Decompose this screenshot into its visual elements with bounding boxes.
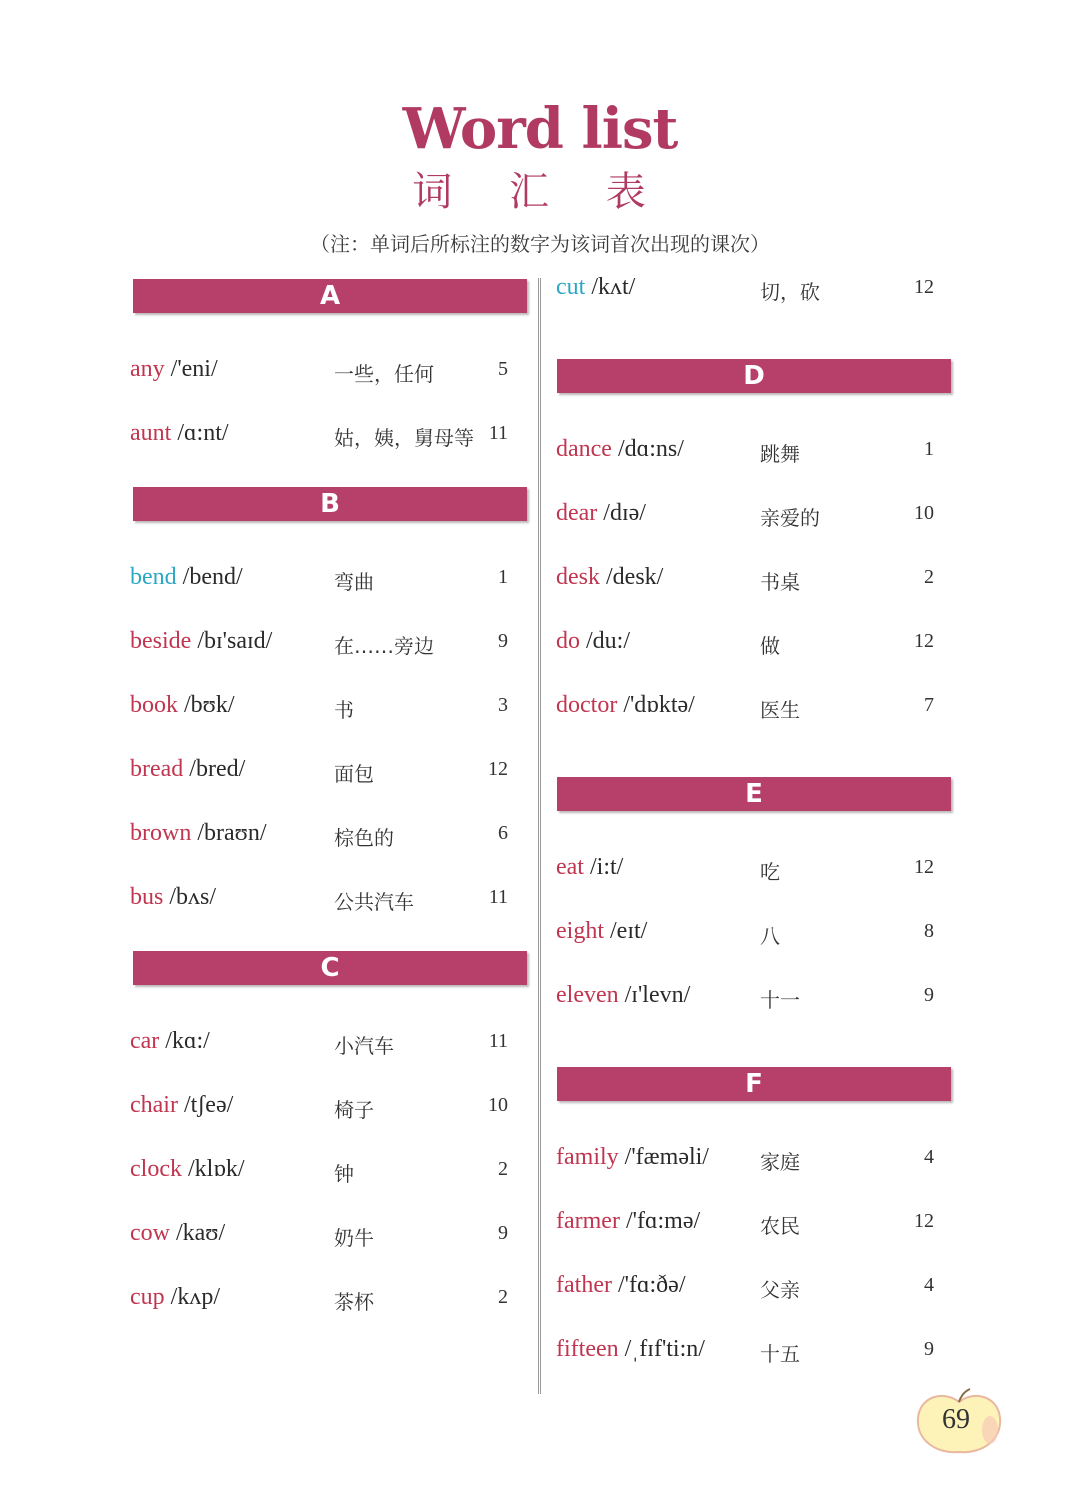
word-entry	[130, 1092, 520, 1132]
word-text	[556, 436, 684, 463]
section-header-a: A	[133, 279, 527, 313]
word-phonetic: /kaʊ/	[175, 1220, 226, 1246]
word-meaning: 钟	[334, 1162, 354, 1186]
lesson-number: 12	[488, 758, 508, 780]
word-text	[130, 1028, 210, 1055]
word-phonetic: /dɑ:ns/	[617, 436, 684, 462]
lesson-number: 9	[924, 984, 934, 1006]
word-english: family	[556, 1144, 619, 1170]
word-english: chair	[130, 1092, 178, 1118]
lesson-number: 1	[924, 438, 934, 460]
lesson-number: 11	[488, 1030, 508, 1052]
section-header-d: D	[557, 359, 951, 393]
word-meaning: 茶杯	[334, 1290, 374, 1314]
word-phonetic: /'eni/	[170, 356, 218, 382]
word-entry	[556, 628, 946, 668]
lesson-number: 9	[498, 1222, 508, 1244]
word-english: bus	[130, 884, 164, 910]
word-phonetic: /bɪ'saɪd/	[197, 628, 273, 654]
word-meaning: 亲爱的	[760, 506, 820, 530]
word-meaning: 农民	[760, 1214, 800, 1238]
word-english: dear	[556, 500, 598, 526]
word-meaning: 书桌	[760, 570, 800, 594]
word-text	[130, 564, 243, 591]
word-meaning: 面包	[334, 762, 374, 786]
word-meaning: 公共汽车	[334, 890, 414, 914]
word-meaning: 十一	[760, 988, 800, 1012]
word-english: desk	[556, 564, 600, 590]
word-english: beside	[130, 628, 192, 654]
word-text	[130, 820, 266, 847]
word-entry	[130, 356, 520, 396]
section-header-c: C	[133, 951, 527, 985]
word-text	[556, 1272, 686, 1299]
word-entry	[556, 564, 946, 604]
word-meaning: 棕色的	[334, 826, 394, 850]
lesson-number: 12	[914, 856, 934, 878]
lesson-number: 4	[924, 1274, 934, 1296]
word-text	[556, 982, 690, 1009]
word-entry	[556, 1336, 946, 1376]
word-english: father	[556, 1272, 612, 1298]
word-meaning: 一些，任何	[334, 362, 434, 386]
page-subtitle: 词 汇 表	[412, 169, 668, 215]
word-meaning: 跳舞	[760, 442, 800, 466]
page-number: 69	[942, 1404, 970, 1435]
column-divider	[538, 278, 541, 1394]
word-phonetic: /kɑ:/	[165, 1028, 210, 1054]
word-meaning: 小汽车	[334, 1034, 394, 1058]
word-meaning: 椅子	[334, 1098, 374, 1122]
word-entry	[556, 918, 946, 958]
word-phonetic: /bred/	[189, 756, 246, 782]
word-text	[130, 692, 235, 719]
word-phonetic: /bend/	[182, 564, 243, 590]
word-text	[556, 500, 646, 527]
word-english: book	[130, 692, 178, 718]
word-entry	[556, 1144, 946, 1184]
word-phonetic: /kʌp/	[170, 1284, 220, 1310]
word-text	[556, 274, 635, 301]
word-entry	[130, 564, 520, 604]
word-text	[556, 1144, 709, 1171]
word-english: bread	[130, 756, 184, 782]
word-text	[130, 420, 229, 447]
word-entry	[130, 884, 520, 924]
lesson-number: 6	[498, 822, 508, 844]
word-phonetic: /ɪ'levn/	[624, 982, 691, 1008]
word-entry	[556, 854, 946, 894]
word-english: dance	[556, 436, 612, 462]
word-entry	[556, 274, 946, 314]
word-english: farmer	[556, 1208, 620, 1234]
word-english: doctor	[556, 692, 618, 718]
word-text	[556, 692, 695, 719]
word-english: cow	[130, 1220, 170, 1246]
word-english: any	[130, 356, 165, 382]
word-phonetic: /kʌt/	[591, 274, 636, 300]
lesson-number: 7	[924, 694, 934, 716]
word-meaning: 在……旁边	[334, 634, 434, 658]
word-meaning: 弯曲	[334, 570, 374, 594]
word-entry	[130, 1220, 520, 1260]
word-entry	[556, 436, 946, 476]
word-phonetic: /braʊn/	[197, 820, 267, 846]
lesson-number: 2	[498, 1158, 508, 1180]
lesson-number: 12	[914, 630, 934, 652]
section-header-b: B	[133, 487, 527, 521]
word-meaning: 吃	[760, 860, 780, 884]
word-text	[130, 756, 245, 783]
word-entry	[130, 756, 520, 796]
word-text	[130, 1092, 233, 1119]
word-text	[130, 884, 216, 911]
word-meaning: 做	[760, 634, 780, 658]
word-phonetic: /ɑ:nt/	[177, 420, 229, 446]
word-english: cut	[556, 274, 586, 300]
page-title: Word list	[402, 96, 678, 162]
word-text	[556, 564, 663, 591]
word-meaning: 切，砍	[760, 280, 820, 304]
lesson-number: 2	[924, 566, 934, 588]
word-phonetic: /dɪə/	[603, 500, 646, 526]
section-header-f: F	[557, 1067, 951, 1101]
word-entry	[130, 820, 520, 860]
word-meaning: 书	[334, 698, 354, 722]
word-meaning: 奶牛	[334, 1226, 374, 1250]
word-entry	[556, 500, 946, 540]
word-text	[130, 1284, 220, 1311]
word-entry	[556, 1272, 946, 1312]
word-text	[130, 356, 218, 383]
word-meaning: 八	[760, 924, 780, 948]
word-entry	[130, 1156, 520, 1196]
word-text	[556, 854, 623, 881]
lesson-number: 11	[488, 422, 508, 444]
word-phonetic: /klɒk/	[187, 1156, 245, 1182]
word-phonetic: /tʃeə/	[183, 1092, 234, 1118]
word-entry	[556, 982, 946, 1022]
word-entry	[130, 1284, 520, 1324]
word-meaning: 父亲	[760, 1278, 800, 1302]
word-entry	[130, 1028, 520, 1068]
lesson-number: 1	[498, 566, 508, 588]
word-phonetic: /'fɑ:mə/	[625, 1208, 701, 1234]
lesson-number: 12	[914, 1210, 934, 1232]
word-text	[556, 1336, 705, 1363]
word-english: clock	[130, 1156, 182, 1182]
lesson-number: 10	[488, 1094, 508, 1116]
word-entry	[130, 692, 520, 732]
page-note: （注：单词后所标注的数字为该词首次出现的课次）	[310, 234, 770, 256]
word-english: aunt	[130, 420, 172, 446]
word-meaning: 医生	[760, 698, 800, 722]
lesson-number: 2	[498, 1286, 508, 1308]
word-text	[556, 628, 630, 655]
lesson-number: 4	[924, 1146, 934, 1168]
lesson-number: 10	[914, 502, 934, 524]
word-phonetic: /'dɒktə/	[623, 692, 695, 718]
word-entry	[556, 692, 946, 732]
word-english: eleven	[556, 982, 619, 1008]
lesson-number: 8	[924, 920, 934, 942]
word-entry	[130, 628, 520, 668]
lesson-number: 5	[498, 358, 508, 380]
word-meaning: 十五	[760, 1342, 800, 1366]
word-phonetic: /bʊk/	[184, 692, 235, 718]
lesson-number: 3	[498, 694, 508, 716]
word-english: fifteen	[556, 1336, 619, 1362]
word-english: eat	[556, 854, 584, 880]
lesson-number: 9	[924, 1338, 934, 1360]
word-entry	[556, 1208, 946, 1248]
word-text	[556, 1208, 700, 1235]
word-phonetic: /'fæməli/	[624, 1144, 709, 1170]
lesson-number: 9	[498, 630, 508, 652]
word-phonetic: /ˌfɪf'ti:n/	[624, 1336, 705, 1362]
word-phonetic: /du:/	[586, 628, 631, 654]
word-meaning: 家庭	[760, 1150, 800, 1174]
word-phonetic: /desk/	[606, 564, 664, 590]
word-phonetic: /i:t/	[589, 854, 624, 880]
word-meaning: 姑，姨，舅母等	[334, 426, 474, 450]
word-phonetic: /'fɑ:ðə/	[617, 1272, 686, 1298]
section-header-e: E	[557, 777, 951, 811]
word-entry	[130, 420, 520, 460]
word-phonetic: /eɪt/	[610, 918, 648, 944]
word-english: car	[130, 1028, 160, 1054]
word-english: bend	[130, 564, 177, 590]
word-text	[556, 918, 647, 945]
word-english: cup	[130, 1284, 165, 1310]
word-text	[130, 1156, 245, 1183]
word-text	[130, 1220, 225, 1247]
word-english: do	[556, 628, 580, 654]
word-english: brown	[130, 820, 192, 846]
lesson-number: 11	[488, 886, 508, 908]
word-english: eight	[556, 918, 604, 944]
word-phonetic: /bʌs/	[169, 884, 217, 910]
word-text	[130, 628, 272, 655]
lesson-number: 12	[914, 276, 934, 298]
